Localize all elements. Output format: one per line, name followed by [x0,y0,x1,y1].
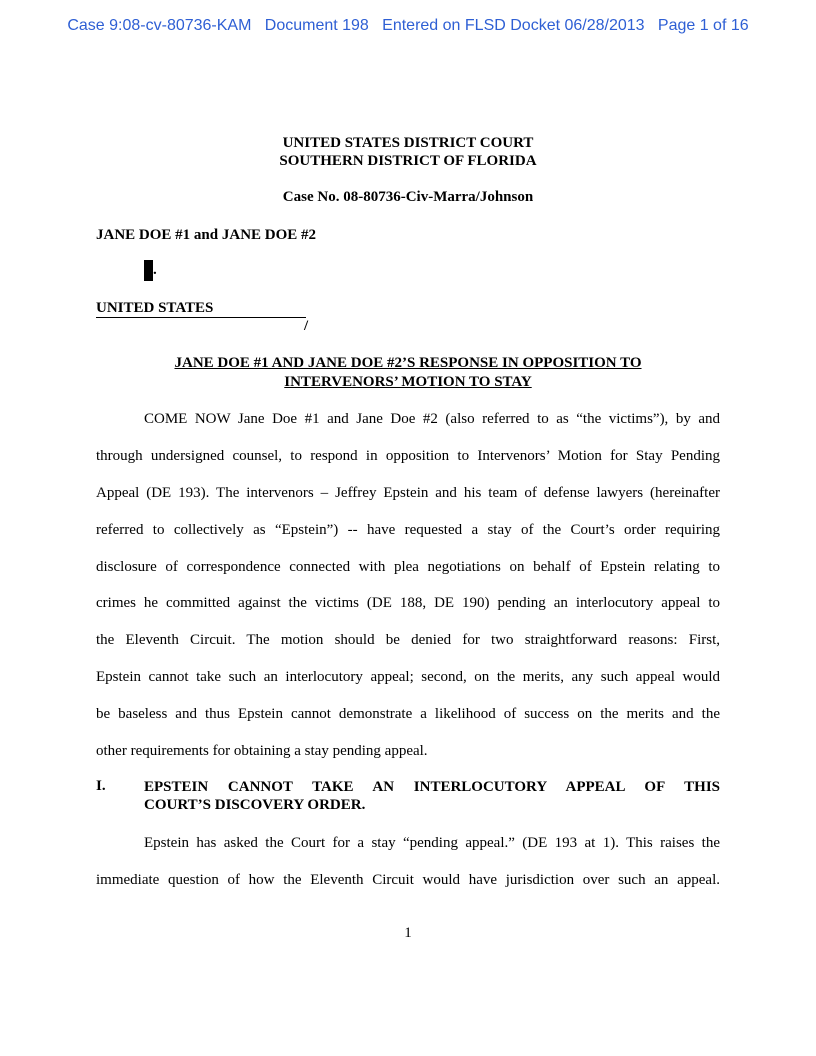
paragraph2-line: Epstein has asked the Court for a stay “pending appeal.” (DE 193 at 1). This raises the [144,835,720,851]
document-title [120,354,696,392]
court-name-line2: SOUTHERN DISTRICT OF FLORIDA [279,153,537,169]
section-heading-line1: EPSTEIN CANNOT TAKE AN INTERLOCUTORY APPEAL OF THIS [144,779,720,795]
paragraph2-line: immediate question of how the Eleventh Circuit would have jurisdiction over such an appeal. [96,872,720,888]
paragraph1-line: through undersigned counsel, to respond in opposition to Intervenors’ Motion for Stay Pending [96,448,720,464]
docket-header: Case 9:08-cv-80736-KAM Document 198 Entered on FLSD Docket 06/28/2013 Page 1 of 16 [67,17,749,34]
page-number: 1 [404,925,412,941]
paragraph1-line: disclosure of correspondence connected with plea negotiations on behalf of Epstein relating to [96,559,720,575]
title-line2: INTERVENORS’ MOTION TO STAY [284,374,532,390]
paragraph1-line: crimes he committed against the victims (DE 188, DE 190) pending an interlocutory appeal to [96,595,720,611]
section-heading-line2: COURT’S DISCOVERY ORDER. [144,797,366,813]
paragraph1-line: COME NOW Jane Doe #1 and Jane Doe #2 (also referred to as “the victims”), by and [144,411,720,427]
paragraph1-line: Epstein cannot take such an interlocutory appeal; second, on the merits, any such appeal would [96,669,720,685]
redaction-box [144,260,153,281]
paragraph1-line: the Eleventh Circuit. The motion should be denied for two straightforward reasons: First, [96,632,720,648]
paragraph1-line: Appeal (DE 193). The intervenors – Jeffrey Epstein and his team of defense lawyers (hereinafter [96,485,720,501]
section-number: I. [96,778,106,794]
caption-slash: / [304,318,309,334]
case-number: Case No. 08-80736-Civ-Marra/Johnson [282,189,534,205]
paragraph1-line: other requirements for obtaining a stay pending appeal. [96,743,428,759]
plaintiffs-caption: JANE DOE #1 and JANE DOE #2 [96,227,317,243]
title-line1: JANE DOE #1 AND JANE DOE #2’S RESPONSE IN OPPOSITION TO [174,355,642,371]
defendant-caption: UNITED STATES [96,300,214,316]
redaction-suffix: . [153,262,157,278]
paragraph1-line: referred to collectively as “Epstein”) -- have requested a stay of the Court’s order requiring [96,522,720,538]
caption-divider [96,317,306,318]
paragraph1-line: be baseless and thus Epstein cannot demonstrate a likelihood of success on the merits and the [96,706,720,722]
court-name-line1: UNITED STATES DISTRICT COURT [282,135,534,151]
